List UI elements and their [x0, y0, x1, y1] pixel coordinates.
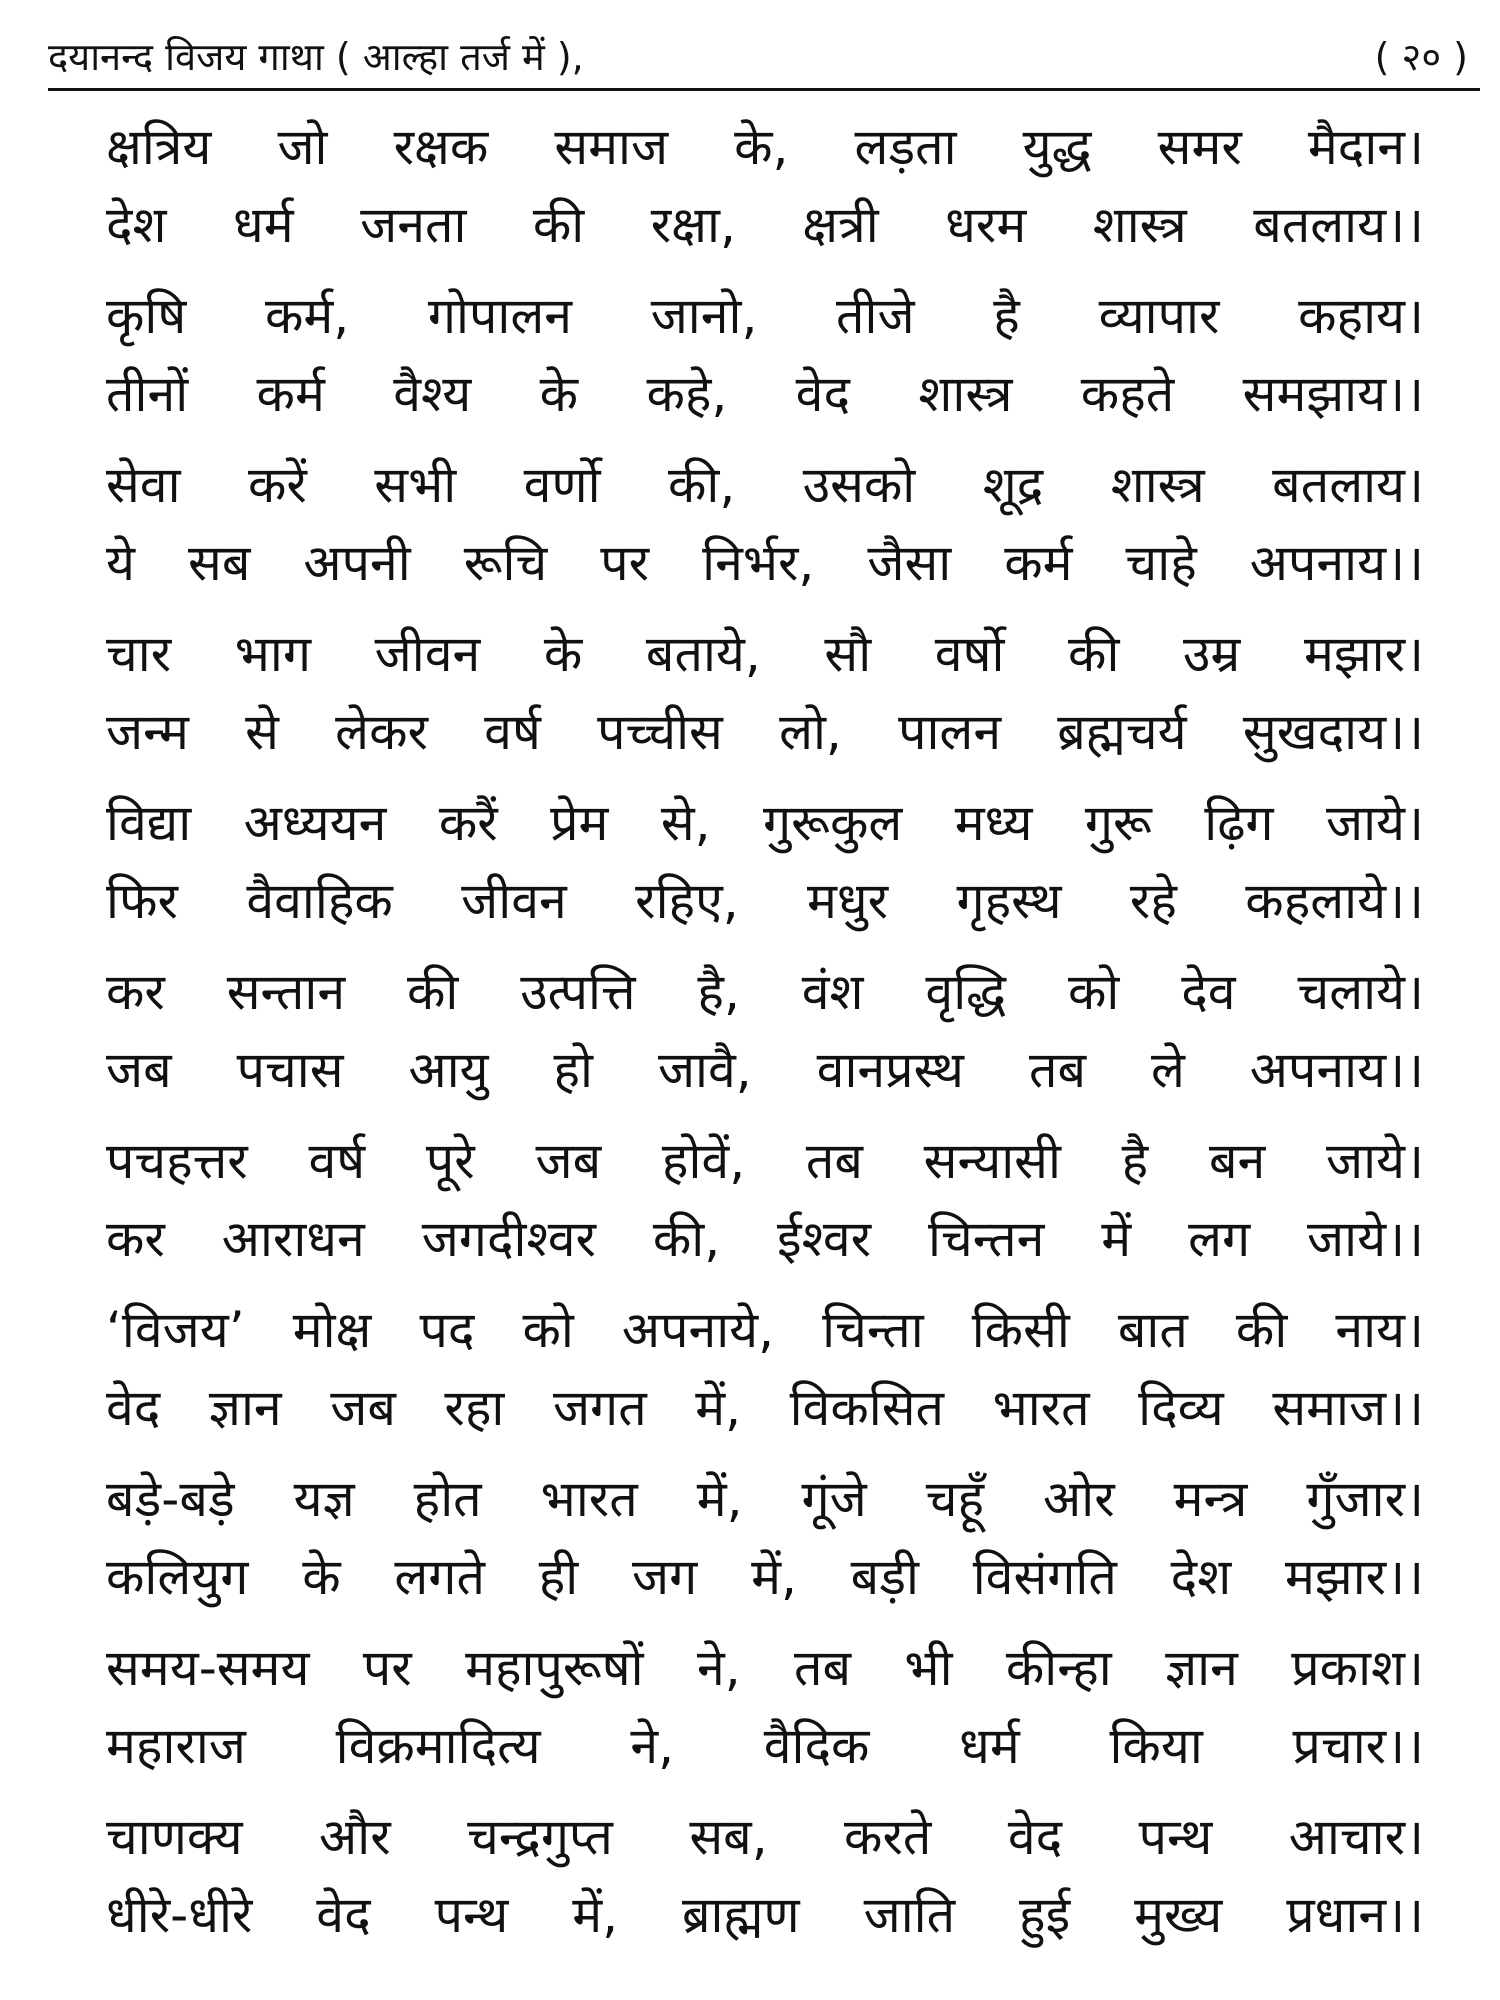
stanza [106, 615, 1424, 784]
stanza [106, 446, 1424, 615]
stanza [106, 1798, 1424, 1967]
verse-line: चार भाग जीवन के बताये, सौ वर्षो की उम्र मझार। [106, 625, 1424, 683]
verse-line: देश धर्म जनता की रक्षा, क्षत्री धरम शास्त्र बतलाय।। [106, 196, 1424, 254]
verse-line: फिर वैवाहिक जीवन रहिए, मधुर गृहस्थ रहे कहलाये।। [106, 872, 1424, 930]
verse-line: कर आराधन जगदीश्वर की, ईश्वर चिन्तन में लग जाये।। [106, 1210, 1424, 1268]
verse-line: बड़े-बड़े यज्ञ होत भारत में, गूंजे चहूँ ओर मन्त्र गुँजार। [106, 1470, 1424, 1528]
stanza [106, 1460, 1424, 1629]
verse-line: वेद ज्ञान जब रहा जगत में, विकसित भारत दिव्य समाज।। [106, 1379, 1424, 1437]
verse-line: क्षत्रिय जो रक्षक समाज के, लड़ता युद्ध समर मैदान। [106, 118, 1424, 176]
verse-line: समय-समय पर महापुरूषों ने, तब भी कीन्हा ज्ञान प्रकाश। [106, 1639, 1424, 1697]
verse-line: जब पचास आयु हो जावै, वानप्रस्थ तब ले अपनाय।। [106, 1041, 1424, 1099]
verse-line: जन्म से लेकर वर्ष पच्चीस लो, पालन ब्रह्मचर्य सुखदाय।। [106, 703, 1424, 761]
page-header [48, 30, 1480, 91]
verse-body [106, 108, 1424, 1967]
verse-line: चाणक्य और चन्द्रगुप्त सब, करते वेद पन्थ आचार। [106, 1808, 1424, 1866]
stanza [106, 953, 1424, 1122]
verse-line: धीरे-धीरे वेद पन्थ में, ब्राह्मण जाति हुई मुख्य प्रधान।। [106, 1886, 1424, 1944]
stanza [106, 1629, 1424, 1798]
verse-line: कलियुग के लगते ही जग में, बड़ी विसंगति देश मझार।। [106, 1548, 1424, 1606]
stanza [106, 1122, 1424, 1291]
page-number: ( २० ) [1374, 35, 1468, 79]
stanza [106, 1291, 1424, 1460]
stanza [106, 277, 1424, 446]
running-title: दयानन्द विजय गाथा ( आल्हा तर्ज में ), [48, 35, 584, 79]
verse-line: कर सन्तान की उत्पत्ति है, वंश वृद्धि को देव चलाये। [106, 963, 1424, 1021]
verse-line: ‘विजय’ मोक्ष पद को अपनाये, चिन्ता किसी बात की नाय। [106, 1301, 1424, 1359]
verse-line: विद्या अध्ययन करैं प्रेम से, गुरूकुल मध्य गुरू ढ़िग जाये। [106, 794, 1424, 852]
verse-line: ये सब अपनी रूचि पर निर्भर, जैसा कर्म चाहे अपनाय।। [106, 534, 1424, 592]
verse-line: पचहत्तर वर्ष पूरे जब होवें, तब सन्यासी है बन जाये। [106, 1132, 1424, 1190]
stanza [106, 108, 1424, 277]
stanza [106, 784, 1424, 953]
verse-line: महाराज विक्रमादित्य ने, वैदिक धर्म किया प्रचार।। [106, 1717, 1424, 1775]
verse-line: सेवा करें सभी वर्णो की, उसको शूद्र शास्त्र बतलाय। [106, 456, 1424, 514]
verse-line: तीनों कर्म वैश्य के कहे, वेद शास्त्र कहते समझाय।। [106, 365, 1424, 423]
verse-line: कृषि कर्म, गोपालन जानो, तीजे है व्यापार कहाय। [106, 287, 1424, 345]
